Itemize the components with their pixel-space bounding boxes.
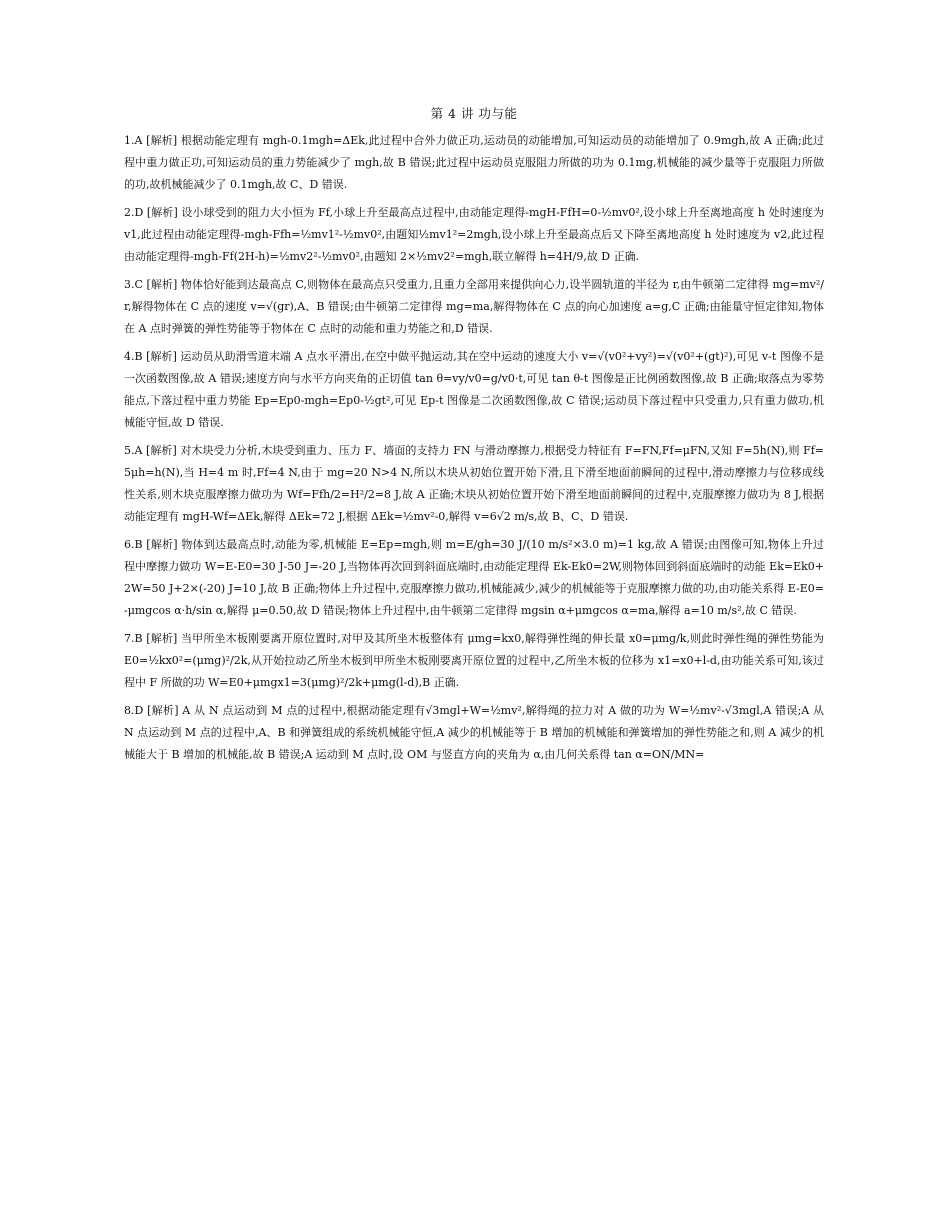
answer-7: 7.B [解析] 当甲所坐木板刚要离开原位置时,对甲及其所坐木板整体有 μmg=kx0,解得弹性绳的伸长量 x0=μmg/k,则此时弹性绳的弹性势能为 E0=½kx0²=(μmg)²/2k,从开始拉动乙所坐木板到甲所坐木板刚要离开原位置的过程中,乙所坐木板的位移为 x1=x0+l-d,由功能关系可知,该过程中 F 所做的功 W=E0+μmgx1=3(μmg)²/2k+μmg(l-d),B 正确. bbox=[124, 632, 824, 689]
answer-5: 5.A [解析] 对木块受力分析,木块受到重力、压力 F、墙面的支持力 FN 与滑动摩擦力,根据受力特征有 F=FN,Ff=μFN,又知 F=5h(N),则 Ff=5μh=h(N),当 H=4 m 时,Ff=4 N,由于 mg=20 N>4 N,所以木块从初始位置开始下滑,且下滑至地面前瞬间的过程中,滑动摩擦力与位移成线性关系,则木块克服摩擦力做功为 Wf=Ffh/2=H²/2=8 J,故 A 正确;木块从初始位置开始下滑至地面前瞬间的过程中,克服摩擦力做功为 8 J,根据动能定理有 mgH-Wf=ΔEk,解得 ΔEk=72 J,根据 ΔEk=½mv²-0,解得 v=6√2 m/s,故 B、C、D 错误. bbox=[124, 444, 824, 523]
answer-4: 4.B [解析] 运动员从助滑雪道末端 A 点水平滑出,在空中做平抛运动,其在空中运动的速度大小 v=√(v0²+vy²)=√(v0²+(gt)²),可见 v-t 图像不是一次函数图像,故 A 错误;速度方向与水平方向夹角的正切值 tan θ=vy/v0=g/v0·t,可见 tan θ-t 图像是正比例函数图像,故 B 正确;取落点为零势能点,下落过程中重力势能 Ep=Ep0-mgh=Ep0-½gt²,可见 Ep-t 图像是二次函数图像,故 C 错误;运动员下落过程中只受重力,只有重力做功,机械能守恒,故 D 错误. bbox=[124, 350, 824, 429]
page-title: 第 4 讲 功与能 bbox=[430, 106, 518, 121]
answer-6: 6.B [解析] 物体到达最高点时,动能为零,机械能 E=Ep=mgh,则 m=E/gh=30 J/(10 m/s²×3.0 m)=1 kg,故 A 错误;由图像可知,物体上升过程中摩擦力做功 W=E-E0=30 J-50 J=-20 J,当物体再次回到斜面底端时,由动能定理得 Ek-Ek0=2W,则物体回到斜面底端时的动能 Ek=Ek0+2W=50 J+2×(-20) J=10 J,故 B 正确;物体上升过程中,克服摩擦力做功,机械能减少,减少的机械能等于克服摩擦力做的功,由功能关系得 E-E0=-μmgcos α·h/sin α,解得 μ=0.50,故 D 错误;物体上升过程中,由牛顿第二定律得 mgsin α+μmgcos α=ma,解得 a=10 m/s²,故 C 错误. bbox=[124, 538, 824, 617]
answer-2: 2.D [解析] 设小球受到的阻力大小恒为 Ff,小球上升至最高点过程中,由动能定理得-mgH-FfH=0-½mv0²,设小球上升至离地高度 h 处时速度为 v1,此过程由动能定理得-mgh-Ffh=½mv1²-½mv0²,由题知½mv1²=2mgh,设小球上升至最高点后又下降至离地高度 h 处时速度为 v2,此过程由动能定理得-mgh-Ff(2H-h)=½mv2²-½mv0²,由题知 2×½mv2²=mgh,联立解得 h=4H/9,故 D 正确. bbox=[124, 206, 824, 263]
answer-1: 1.A [解析] 根据动能定理有 mgh-0.1mgh=ΔEk,此过程中合外力做正功,运动员的动能增加,可知运动员的动能增加了 0.9mgh,故 A 正确;此过程中重力做正功,可知运动员的重力势能减少了 mgh,故 B 错误;此过程中运动员克服阻力所做的功为 0.1mg,机械能的减少量等于克服阻力所做的功,故机械能减少了 0.1mgh,故 C、D 错误. bbox=[124, 134, 824, 191]
answer-3: 3.C [解析] 物体恰好能到达最高点 C,则物体在最高点只受重力,且重力全部用来提供向心力,设半圆轨道的半径为 r,由牛顿第二定律得 mg=mv²/r,解得物体在 C 点的速度 v=√(gr),A、B 错误;由牛顿第二定律得 mg=ma,解得物体在 C 点的向心加速度 a=g,C 正确;由能量守恒定律知,物体在 A 点时弹簧的弹性势能等于物体在 C 点时的动能和重力势能之和,D 错误. bbox=[124, 278, 824, 335]
document-page bbox=[124, 104, 824, 772]
answer-8: 8.D [解析] A 从 N 点运动到 M 点的过程中,根据动能定理有√3mgl+W=½mv²,解得绳的拉力对 A 做的功为 W=½mv²-√3mgl,A 错误;A 从 N 点运动到 M 点的过程中,A、B 和弹簧组成的系统机械能守恒,A 减少的机械能等于 B 增加的机械能和弹簧增加的弹性势能之和,则 A 减少的机械能大于 B 增加的机械能,故 B 错误;A 运动到 M 点时,设 OM 与竖直方向的夹角为 α,由几何关系得 tan α=ON/MN= bbox=[124, 704, 824, 761]
